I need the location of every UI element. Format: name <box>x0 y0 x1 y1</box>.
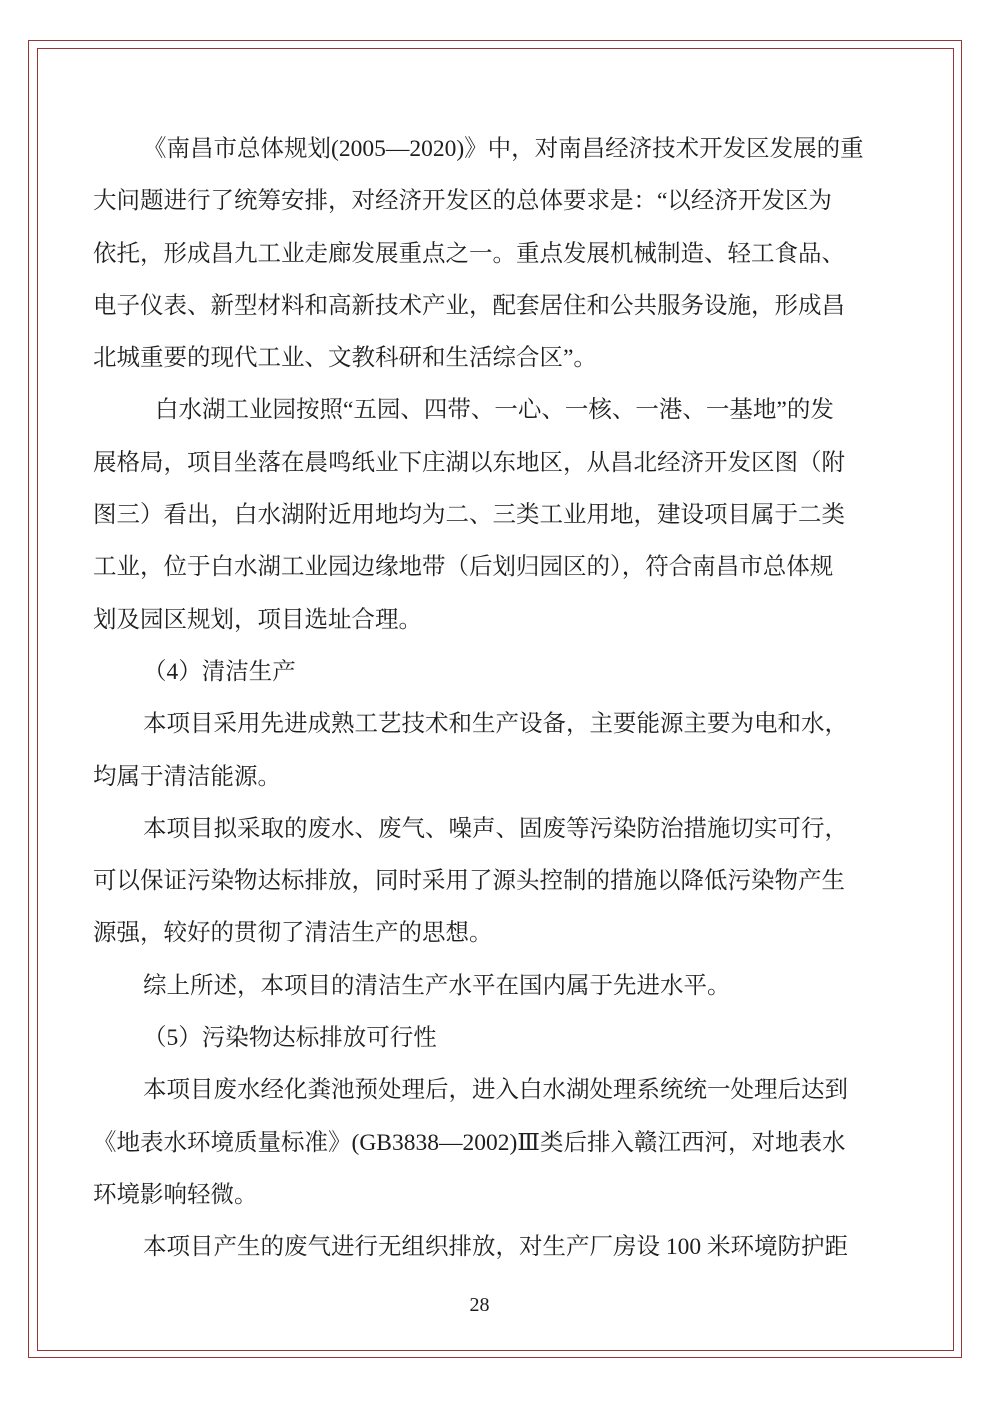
text-line: 依托，形成昌九工业走廊发展重点之一。重点发展机械制造、轻工食品、 <box>93 240 845 267</box>
text-line: 均属于清洁能源。 <box>93 763 281 790</box>
text-line: 综上所述，本项目的清洁生产水平在国内属于先进水平。 <box>143 972 731 999</box>
text-line: 工业，位于白水湖工业园边缘地带（后划归园区的），符合南昌市总体规 <box>93 554 834 581</box>
section-heading: （4）清洁生产 <box>143 658 296 685</box>
text-line: 可以保证污染物达标排放，同时采用了源头控制的措施以降低污染物产生 <box>93 868 845 895</box>
text-line: 《南昌市总体规划(2005—2020)》中，对南昌经济技术开发区发展的重 <box>143 136 864 162</box>
text-line: 大问题进行了统筹安排，对经济开发区的总体要求是：“以经济开发区为 <box>93 188 832 215</box>
text-line: 环境影响轻微。 <box>93 1181 258 1208</box>
section-heading: （5）污染物达标排放可行性 <box>143 1025 437 1052</box>
text-line: 《地表水环境质量标准》(GB3838—2002)Ⅲ类后排入赣江西河，对地表水 <box>93 1129 846 1156</box>
text-line: 电子仪表、新型材料和高新技术产业，配套居住和公共服务设施，形成昌 <box>93 292 845 319</box>
text-line: 本项目采用先进成熟工艺技术和生产设备，主要能源主要为电和水， <box>143 711 848 738</box>
text-line: 本项目废水经化粪池预处理后，进入白水湖处理系统统一处理后达到 <box>143 1077 848 1104</box>
text-line: 展格局，项目坐落在晨鸣纸业下庄湖以东地区，从昌北经济开发区图（附 <box>93 449 845 476</box>
text-line: 本项目产生的废气进行无组织排放，对生产厂房设 100 米环境防护距 <box>143 1234 848 1261</box>
text-line: 北城重要的现代工业、文教科研和生活综合区”。 <box>93 345 597 372</box>
text-line: 源强，较好的贯彻了清洁生产的思想。 <box>93 920 493 947</box>
page-number: 28 <box>469 1294 490 1316</box>
text-line: 白水湖工业园按照“五园、四带、一心、一核、一港、一基地”的发 <box>155 397 834 424</box>
document-body <box>93 123 877 1274</box>
text-line: 划及园区规划，项目选址合理。 <box>93 606 422 633</box>
text-line: 本项目拟采取的废水、废气、噪声、固废等污染防治措施切实可行， <box>143 815 848 842</box>
text-line: 图三）看出，白水湖附近用地均为二、三类工业用地，建设项目属于二类 <box>93 502 845 529</box>
